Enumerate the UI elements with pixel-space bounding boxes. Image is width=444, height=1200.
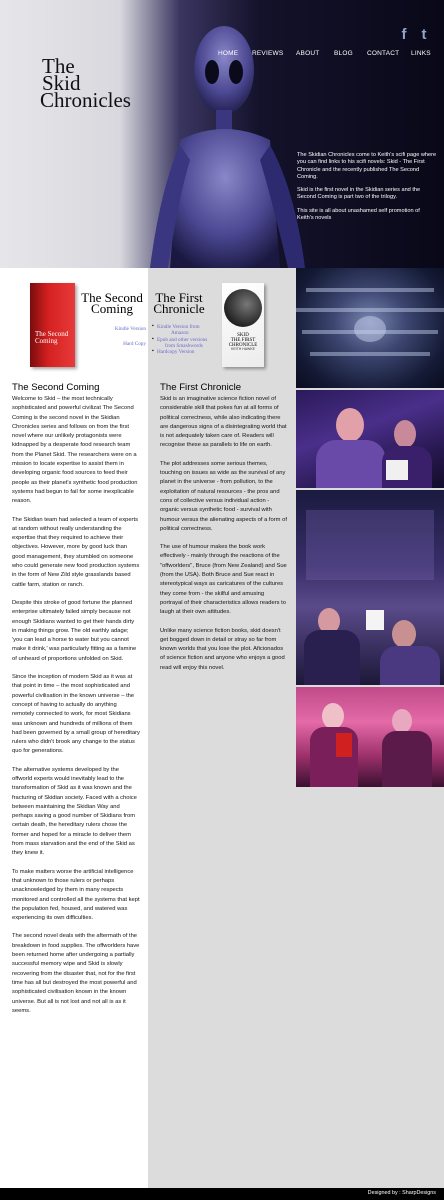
facebook-icon[interactable]: f (401, 26, 407, 43)
site-title-line: Skid (42, 71, 81, 95)
paragraph: The Skidian team had selected a team of experts at random without really understanding the expertise that they required to achieve their objectives. However, more by good luck than good management, they stumbled on someone who could generate new food production systems in the form of New Zild style grasslands based cattle farm, station or ranch. (12, 516, 140, 588)
paragraph: The second novel deals with the aftermath of the breakdown in food supplies. The offworlders have been returned home after undergoing a partially successful memory wipe and Skid is slowly recovering from the disaster that, not for the first time has all but destroyed the most powerful and sophisticated civilisation known in the known universe. But all is not lost and not all is as it seems. (12, 933, 140, 1014)
intro-paragraph: The Skidian Chronicles come to Keith's scifi page where you can find links to his scifi novels: Skid - The First Chronicle and the recently published The Second Coming. (297, 152, 437, 180)
twitter-icon[interactable]: t (421, 26, 427, 43)
first-chronicle-title: The First Chronicle (153, 290, 205, 316)
paragraph: The alternative systems developed by the offworld experts would inevitably lead to the transformation of Skid as it was known and the fracturing of Skidian society. Faced with a choice between maintaining the Skidian Way and perhaps saving a good number of Skidians from certain death, the hereditary rulers chose the former and hoped for a miracle to deliver them from mass starvation and the end of the Skid as they knew it. (12, 766, 137, 857)
paragraph: Welcome to Skid – the most technically sophisticated and powerful civilizat The Second Coming is the second novel in the Skidian Chronicles series and follows on from the first novel where our unlikely protagonists were kidnapped by a desperate food research team from the Planet Skid. The researchers were on a mission to locate expertise to assist them in developing organic food sources to feed their people as their planet's synthetic food production systems had begun to fail for some inexplicable reason. (12, 396, 138, 505)
book-signing-photo (296, 687, 444, 787)
nav-contact[interactable]: CONTACT (367, 50, 400, 57)
paragraph: The plot addresses some serious themes, touching on issues as wide as the survival of any planet in the universe - from pollution, to the exploitation of natural resources - the pros and cons of collective versus individual action - organic versus synthetic food - survival with humour versus the alienating aspects of a form of political correctness. (160, 460, 287, 532)
cover-title: SKID THE FIRST CHRONICLE (228, 333, 258, 348)
second-coming-text (12, 395, 140, 1025)
bookshop-photo (296, 268, 444, 388)
site-footer (0, 1188, 444, 1200)
second-coming-title: The Second Coming (81, 290, 143, 316)
site-title-line: The (42, 54, 75, 78)
paragraph: Skid is an imaginative science fiction novel of considerable skill that pokes fun at all forms of political correctness, while also indicating there are dangerous signs of a disintegrating world that is not adequately taken care of. Readers will recognise these as parallels to life on earth. (160, 396, 287, 449)
second-coming-heading: The Second Coming (12, 382, 100, 393)
first-chronicle-links (152, 324, 222, 355)
paragraph: Unlike many science fiction books, skid doesn't get bogged down in detail or stray so far from known worlds that you lose the plot. Aficionados of science fiction and anyone who enjoys a good read will enjoy this novel. (160, 627, 285, 671)
first-chronicle-hardcopy-link[interactable]: ▪ Hardcopy Version (152, 349, 222, 355)
paragraph: The use of humour makes the book work effectively - mainly through the reactions of the "offworlders", Bruce (from New Zealand) and Sue (from the USA). Both Bruce and Sue react in stereotypical ways as caricatures of the cultures they come from - the skilful and amusing portrayal of their characteristics allows readers to laugh at their own attitudes. (160, 544, 287, 616)
nav-blog[interactable]: BLOG (334, 50, 353, 57)
first-chronicle-heading: The First Chronicle (160, 382, 242, 393)
moon-image (224, 289, 262, 327)
second-coming-hardcopy-link[interactable]: Hard Copy (123, 341, 146, 347)
intro-paragraph: Skid is the first novel in the Skidian series and the Second Coming is part two of the trilogy. (297, 187, 421, 201)
first-chronicle-text (160, 395, 288, 682)
nav-links[interactable]: LINKS (411, 50, 431, 57)
site-title (40, 54, 131, 112)
cover-title: The Second Coming (35, 330, 69, 345)
first-chronicle-kindle-link[interactable]: ▪ Kindle Version from Amazon (152, 324, 222, 337)
intro-paragraph: This site is all about unashamed self promotion of Keith's novels (297, 207, 420, 222)
nav-home[interactable]: HOME (218, 50, 239, 57)
site-header (0, 0, 444, 268)
second-coming-kindle-link[interactable]: Kindle Version (114, 326, 146, 332)
nav-about[interactable]: ABOUT (296, 50, 320, 57)
author-with-reader-photo (296, 390, 444, 488)
cover-author: KEITH HAWKE (231, 347, 255, 351)
alien-figure-image (120, 0, 320, 268)
designer-credit: Designed by : SharpDesigns (367, 1190, 436, 1196)
paragraph: Since the inception of modern Skid as it was at that point in time – the most sophisticated and powerful civilisation in the known universe – the concept of having to actually do anything remotely connected to work, for most Skidians was unknown and hundreds of millions of them had been governed by a small group of hereditary rulers who didn't brook any change to the status quo for generations. (12, 674, 140, 755)
paragraph: To make matters worse the artificial intelligence that unknown to those rulers or perhaps unacknowledged by them in many respects monitored and controlled all the systems that kept the population fed, housed, and watered was experiencing its own difficulties. (12, 868, 140, 922)
first-chronicle-book-cover[interactable] (222, 283, 264, 367)
paragraph: Despite this stroke of good fortune the planned enterprise ultimately failed simply because not enough Skidians wanted to get their hands dirty in making things grow. The old earthly adage; 'you can lead a horse to water but you cannot make it drink,' was particularly fitting as a famine of unheard of proportions unfolded on Skid. (12, 599, 137, 662)
readers-photo (296, 490, 444, 685)
second-coming-book-cover[interactable] (30, 283, 75, 367)
site-title-line: Chronicles (40, 88, 131, 112)
intro-text (297, 152, 437, 228)
main-nav (0, 50, 444, 62)
nav-reviews[interactable]: REVIEWS (252, 50, 284, 57)
first-chronicle-epub-link[interactable]: ▪ Epub and other versions from Smashwords (152, 337, 222, 350)
